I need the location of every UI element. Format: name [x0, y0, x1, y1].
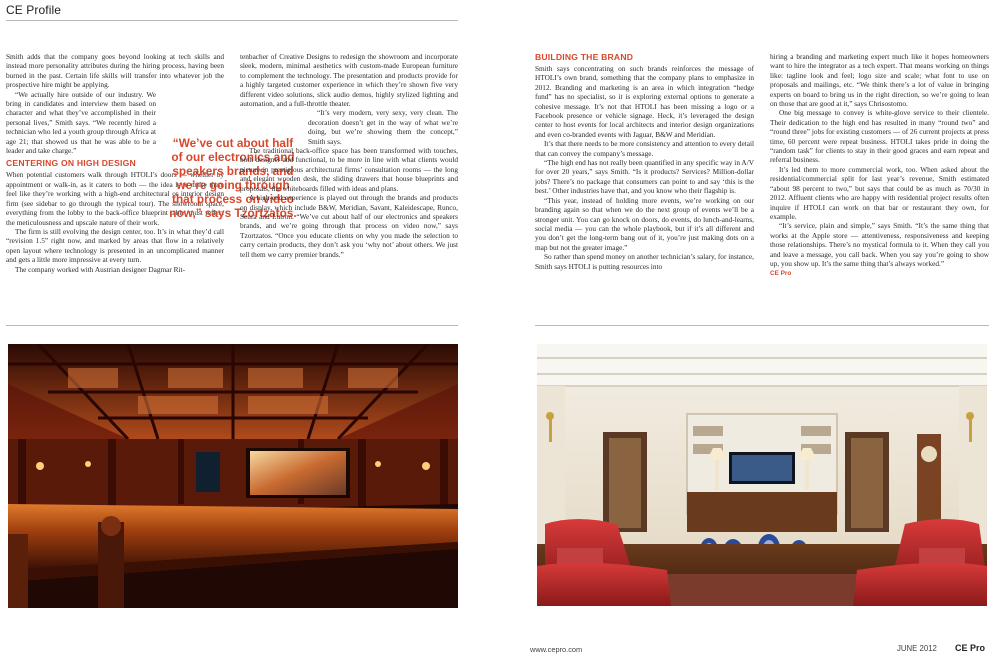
- paragraph: The firm is still evolving the design center, too. It’s in what they’d call “revision 1.5” right now, and marked by areas that flow in a relatively open layout where technology is presented in an uncomplicated manner and gets a little more impressive at every turn.: [6, 226, 224, 265]
- paragraph: “This year, instead of holding more events, we’re working on our branding again so that when we do the next group of events we’ll be a stronger unit. You can go knock on doors, do events, do lunch-and-learns, social media — you can the whole playbook, but if it’s all different and you don’t get the long-term bang out of it, you’re just making dots on a map but not the greater image.”: [535, 195, 754, 252]
- paragraph: So rather than spend money on another technician’s salary, for instance, Smith says HTOLI is putting resources into: [535, 252, 754, 271]
- paragraph: “It’s service, plain and simple,” says Smith. “It’s the same thing that works at the Apple store — attentiveness, responsiveness and keeping those relationships. There’s no mystical formula to it. When they call you and leave a message, you call back. When you say you’re going to show up, you show up. It’s the same thing that’s always worked.”: [770, 221, 989, 268]
- home-theater-photo: [8, 344, 458, 608]
- section-label: CE Profile: [6, 3, 62, 17]
- section-heading-building: BUILDING THE BRAND: [535, 52, 634, 62]
- paragraph: Smith adds that the company goes beyond looking at tech skills and instead more personality attributes during the hiring process, having been burned in the past. Certain life skills will transfer into whatever job the prospective hire might be applying.: [6, 52, 224, 90]
- text-bottom-rule-left: [6, 325, 458, 326]
- paragraph: The traditional back-office space has been transformed with touches, both designer and functional, to be more in line with what clients would picture in prestigious architectural firms’ consultation rooms — the long and elegant wooden desk, the sliding drawers that house blueprints and proposals, the whiteboards filled with ideas and plans.: [240, 146, 458, 193]
- paragraph: Smith says concentrating on such brands reinforces the message of HTOLI’s own brand, something that the company plans to emphasize in 2012. Branding and marketing is an area in which integration “hedge fund” has no specialist, so it is exploring external options to generate a cohesive message. It’s not that HTOLI has been missing a logo or a Facebook presence or vehicle signage. Heck, it’s leveraged the design center to host events for local architects and interior design organizations and even co-branded events with Jaguar, B&W and Meridian.: [535, 64, 754, 139]
- end-sign: CE Pro: [770, 270, 792, 278]
- paragraph: One big message to convey is white-glove service to their clientele. Their dedication to the high end has resulted in many “round two” and “round three” jobs for existing customers — of 26 current projects at press time, 60 percent were repeat business. HTOLI takes pride in doing the “random task” for clients to stay in their good graces and earn repeat and referral business.: [770, 108, 989, 165]
- paragraph: “The high end has not really been quantified in any specific way in A/V for over 20 years,” says Smith. “Is it products? Services? Million-dollar jobs? There’s no package that consumers can point to and say ‘this is the best.’ Other industries have that, and you know who their flagship is.: [535, 158, 754, 196]
- footer-magazine-name: CE Pro: [955, 643, 986, 653]
- article-column-2: [240, 52, 458, 328]
- paragraph: “We actually hire outside of our industry. We bring in candidates and interview them based on character and what they’ve accomplished in their personal lives,” Smith says. “We recently hired a technician who led a youth group through Africa at age 21; that showed us that he was able to be a leader and take charge.”: [6, 89, 156, 156]
- article-column-4: [770, 52, 989, 328]
- paragraph: It’s that there needs to be more consistency and attention to every detail that can convey the company’s message.: [535, 139, 754, 158]
- article-column-3: [535, 52, 754, 328]
- footer-url: www.cepro.com: [530, 645, 583, 654]
- paragraph: tenbacher of Creative Designs to redesign the showroom and incorporate sleek, modern, minimal aesthetics with custom-made European furniture to complement the technology. The presentation and products provide for a highly targeted customer experience in which they’re shown five very different video solutions, slick audio demos, highly stylized lighting and automation, and a full-throttle theater.: [240, 52, 458, 109]
- paragraph: hiring a branding and marketing expert much like it hopes homeowners want to hire the integrator as a tech expert. That means working on things like: tagline look and feel; logo size and scale; what font to use on proposals and mailings, etc. “We think there’s a lot of value in bringing experts on board to bring us in the right direction, so we’re going to lean on those that are good at it,” says Chrisostomo.: [770, 52, 989, 109]
- paragraph: When potential customers walk through HTOLI’s doors — whether by appointment or walk-in, as it caters to both — the idea is to make them feel like they’re working with a high-end architectural or interior design firm (see sidebar to go through the typical tour). The showroom space, everything from the lobby to the back-office blueprint table, must reflect the meticulousness and upscale nature of their work.: [6, 170, 224, 227]
- footer-issue-date: JUNE 2012: [897, 644, 937, 653]
- paragraph: “It’s very modern, very sexy, very clean. The decoration doesn’t get in the way of what we’re doing, but we’re showing them the concept,” Smith says.: [308, 108, 458, 146]
- header-rule: [6, 20, 458, 21]
- paragraph: A high-end experience is played out through the brands and products on display, which include B&W, Meridian, Savant, Kaleidescape, Runco, Seura and Lutron. “We’ve cut about half of our electronics and speakers brands, and we’re going through that process on video now,” says Tzortzatos. “Once you educate clients on why you made the selection to carry certain products, they don’t ask you ‘why not’ about others. We just tell them we carry premier brands.”: [240, 193, 458, 259]
- section-heading-centering: CENTERING ON HIGH DESIGN: [6, 158, 136, 169]
- paragraph: It’s led them to more commercial work, too. When asked about the residential/commercial split for last year’s revenue, Smith estimated “about 98 percent to two,” but says that could be as much as 70/30 in 2012. Affluent clients who are happy with residential project results often inquire if HTOLI can work on that bar or restaurant they own, for example.: [770, 164, 989, 221]
- paragraph: The company worked with Austrian designer Dagmar Rit-: [15, 264, 186, 274]
- text-bottom-rule-right: [535, 325, 989, 326]
- pull-quote: “We’ve cut about half of our electronics and speakers brands, and we’re going through that process on video now,” says Tzortzatos.: [169, 136, 297, 220]
- living-room-photo: [537, 344, 987, 606]
